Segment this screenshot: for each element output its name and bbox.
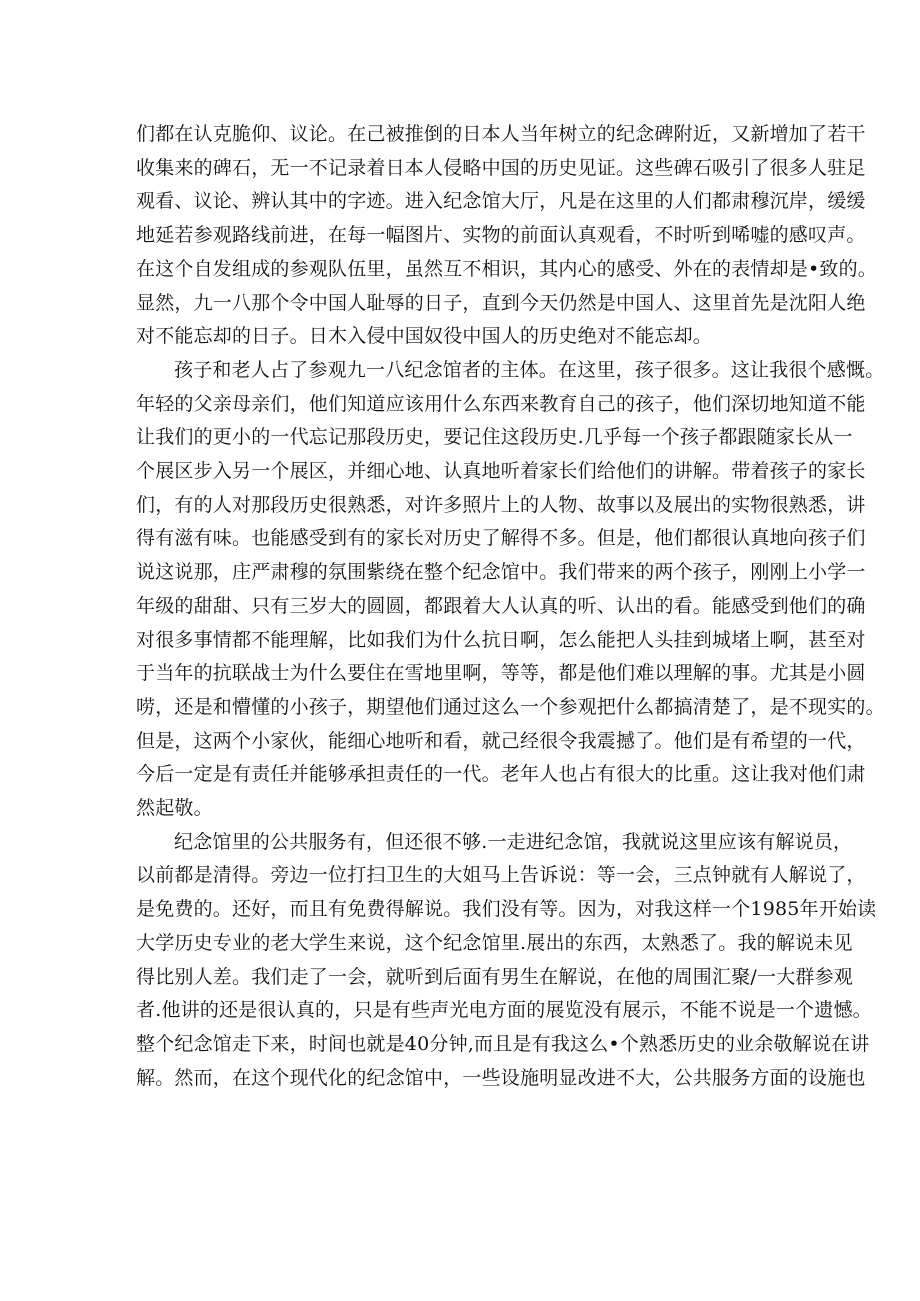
text-line: 对不能忘却的日子。日木入侵中国奴役中国人的历史绝对不能忘却。 bbox=[136, 325, 713, 348]
text-line: 整个纪念馆走下来，时间也就是40分钟,而且是有我这么•个熟悉历史的业余敬解说在讲 bbox=[136, 1032, 870, 1055]
text-line: 今后一定是有责任并能够承担责任的一代。老年人也占有很大的比重。这让我对他们肃 bbox=[136, 763, 866, 786]
paragraph-children-and-elders bbox=[136, 354, 885, 826]
text-line: 观看、议论、辨认其中的字迹。进入纪念馆大厅，凡是在这里的人们都肃穆沉岸，缓缓 bbox=[136, 190, 866, 213]
text-line: 以前都是清得。旁边一位打扫卫生的大姐马上告诉说：等一会，三点钟就有人解说了， bbox=[136, 864, 866, 887]
text-line: 显然，九一八那个令中国人耻辱的日子，直到今天仍然是中国人、这里首先是沈阳人绝 bbox=[136, 291, 866, 314]
text-line: 但是，这两个小家伙，能细心地听和看，就己经很令我震撼了。他们是有希望的一代， bbox=[136, 729, 866, 752]
text-line: 孩子和老人占了参观九一八纪念馆者的主体。在这里，孩子很多。这让我很个感慨。 bbox=[174, 358, 885, 381]
text-line: 唠，还是和懵懂的小孩子，期望他们通过这么一个参观把什么都搞清楚了，是不现实的。 bbox=[136, 695, 885, 718]
text-line: 得比别人差。我们走了一会，就听到后面有男生在解说，在他的周围汇聚/一大群参观 bbox=[136, 965, 854, 988]
text-line: 们都在认克脆仰、议论。在己被推倒的日本人当年树立的纪念碑附近，又新增加了若干 bbox=[136, 123, 866, 145]
text-line: 是免费的。还好，而且有免费得解说。我们没有等。因为，对我这样一个1985年开始读 bbox=[136, 898, 877, 921]
text-line: 大学历史专业的老大学生来说，这个纪念馆里.展出的东西，太熟悉了。我的解说未见 bbox=[136, 931, 853, 954]
text-line: 个展区步入另一个展区，并细心地、认真地听着家长们给他们的讲解。带着孩子的家长 bbox=[136, 460, 866, 483]
text-line: 于当年的抗联战士为什么要住在雪地里啊，等等，都是他们难以理解的事。尤其是小圆 bbox=[136, 662, 866, 685]
text-line: 年级的甜甜、只有三岁大的圆圆，都跟着大人认真的听、认出的看。能感受到他们的确 bbox=[136, 594, 866, 617]
text-line: 得有滋有味。也能感受到有的家长对历史了解得不多。但是，他们都很认真地向孩子们 bbox=[136, 527, 866, 550]
text-line: 说这说那，庄严肃穆的氛围紫绕在整个纪念馆中。我们带来的两个孩子，刚刚上小学一 bbox=[136, 561, 866, 584]
text-line: 在这个自发组成的参观队伍里，虽然互不相识，其内心的感受、外在的表情却是•致的。 bbox=[136, 257, 878, 280]
text-line: 对很多事情都不能理解，比如我们为什么抗日啊，怎么能把人头挂到城堵上啊，甚至对 bbox=[136, 628, 866, 651]
text-line: 地延若参观路线前进，在每一幅图片、实物的前面认真观看，不时听到唏嘘的感叹声。 bbox=[136, 224, 866, 247]
paragraph-public-services bbox=[136, 826, 877, 1096]
text-line: 纪念馆里的公共服务有，但还很不够.一走进纪念馆，我就说这里应该有解说员， bbox=[174, 830, 853, 853]
text-line: 者.他讲的还是很认真的，只是有些声光电方面的展览没有展示，不能不说是一个遗憾。 bbox=[136, 999, 872, 1022]
text-line: 年轻的父亲母亲们，他们知道应该用什么东西来教育自己的孩子，他们深切地知道不能 bbox=[136, 392, 866, 415]
paragraph-memorial-visitors bbox=[136, 118, 878, 354]
text-line: 收集来的碑石，无一不记录着日本人侵略中国的历史见证。这些碑石吸引了很多人驻足 bbox=[136, 156, 866, 179]
text-line: 让我们的更小的一代忘记那段历史，要记住这段历史.几乎每一个孩子都跟随家长从一 bbox=[136, 426, 853, 449]
text-line: 然起敬。 bbox=[136, 797, 213, 820]
text-line: 们，有的人对那段历史很熟悉，对许多照片上的人物、故事以及展出的实物很熟悉，讲 bbox=[136, 493, 866, 516]
text-line: 解。然而，在这个现代化的纪念馆中，一些设施明显改进不大，公共服务方面的设施也 bbox=[136, 1066, 866, 1089]
